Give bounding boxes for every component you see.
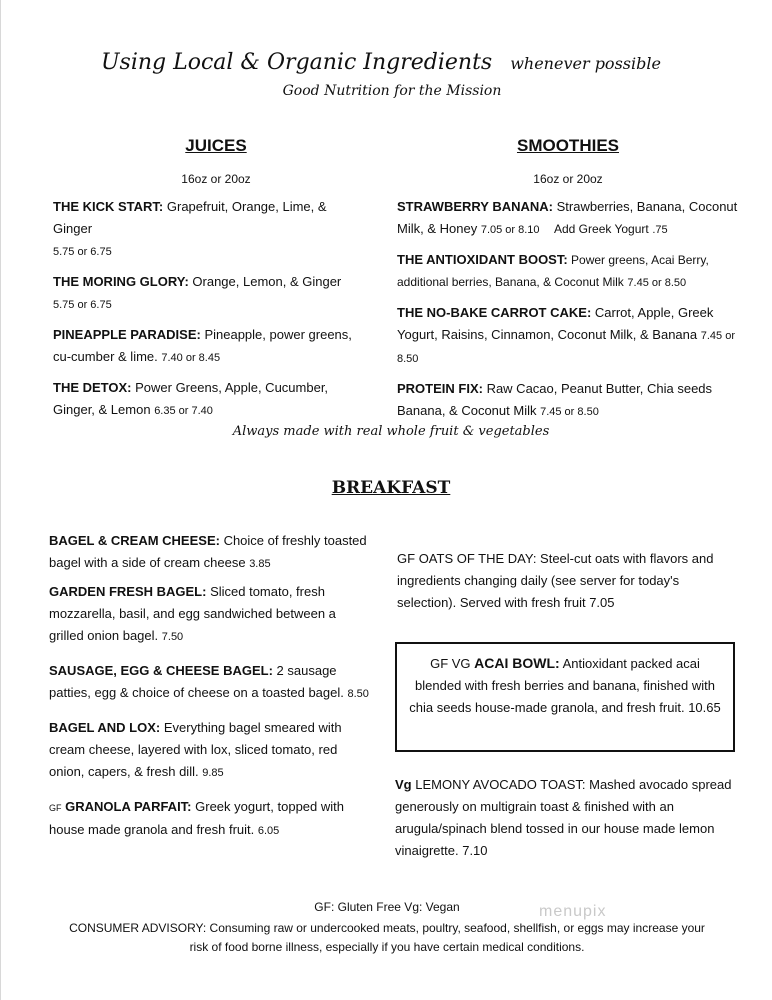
juice-item: THE DETOX: Power Greens, Apple, Cucumber, Ginger, & Lemon 6.35 or 7.40 bbox=[53, 380, 329, 417]
smoothie-item: THE NO-BAKE CARROT CAKE: Carrot, Apple, Greek Yogurt, Raisins, Cinnamon, Coconut Milk, & Banana 7.45 or 8.50 bbox=[397, 305, 735, 365]
acai-bowl-box: GF VG ACAI BOWL: Antioxidant packed acai blended with fresh berries and banana, finished with chia seeds house-made granola, and fresh fruit. 10.65 bbox=[395, 642, 735, 752]
tagline: Good Nutrition for the Mission bbox=[282, 83, 502, 99]
juices-list bbox=[53, 196, 368, 430]
breakfast-item: SAUSAGE, EGG & CHEESE BAGEL: 2 sausage patties, egg & choice of cheese on a toasted bagel. 8.50 bbox=[49, 663, 369, 700]
breakfast-item: GARDEN FRESH BAGEL: Sliced tomato, fresh mozzarella, basil, and egg sandwiched between a grilled onion bagel. 7.50 bbox=[49, 584, 336, 643]
gf-vg-tag: GF VG bbox=[430, 656, 471, 671]
breakfast-item: BAGEL AND LOX: Everything bagel smeared with cream cheese, layered with lox, sliced tomato, red onion, capers, & fresh dill. 9.85 bbox=[49, 720, 342, 779]
juice-item: THE MORING GLORY: Orange, Lemon, & Ginger 5.75 or 6.75 bbox=[53, 274, 342, 311]
juices-title: JUICES bbox=[185, 136, 247, 155]
juice-item: PINEAPPLE PARADISE: Pineapple, power greens, cu-cumber & lime. 7.40 or 8.45 bbox=[53, 327, 352, 364]
juice-item: THE KICK START: Grapefruit, Orange, Lime, & Ginger 5.75 or 6.75 bbox=[53, 199, 327, 258]
breakfast-item: GF GRANOLA PARFAIT: Greek yogurt, topped with house made granola and fresh fruit. 6.05 bbox=[49, 799, 344, 837]
smoothie-item: PROTEIN FIX: Raw Cacao, Peanut Butter, Chia seeds Banana, & Coconut Milk 7.45 or 8.50 bbox=[397, 381, 713, 418]
juices-sizes: 16oz or 20oz bbox=[181, 172, 251, 186]
headline bbox=[101, 50, 661, 75]
headline-suffix: whenever possible bbox=[510, 54, 661, 73]
smoothies-list bbox=[397, 196, 747, 431]
watermark: menupix bbox=[539, 903, 607, 920]
smoothies-sizes: 16oz or 20oz bbox=[533, 172, 603, 186]
smoothies-title: SMOOTHIES bbox=[516, 136, 619, 155]
vg-tag: Vg bbox=[395, 777, 412, 792]
gf-tag: GF bbox=[397, 551, 416, 566]
breakfast-left-list bbox=[49, 530, 374, 850]
smoothie-item: STRAWBERRY BANANA: Strawberries, Banana, Coconut Milk, & Honey 7.05 or 8.10 Add Greek Yogurt .75 bbox=[397, 199, 738, 236]
smoothie-item: THE ANTIOXIDANT BOOST: Power greens, Acai Berry, additional berries, Banana, & Coconut Milk 7.45 or 8.50 bbox=[397, 252, 709, 289]
breakfast-item: BAGEL & CREAM CHEESE: Choice of freshly toasted bagel with a side of cream cheese 3.85 bbox=[49, 533, 367, 570]
legend: GF: Gluten Free Vg: Vegan bbox=[314, 900, 460, 914]
gf-tag: GF bbox=[49, 803, 62, 813]
breakfast-title: BREAKFAST bbox=[331, 478, 451, 498]
headline-main: Using Local & Organic Ingredients bbox=[101, 50, 493, 75]
avocado-toast-item: Vg LEMONY AVOCADO TOAST: Mashed avocado spread generously on multigrain toast & finished with an arugula/spinach blend tossed in our house made lemon vinaigrette. 7.10 bbox=[395, 777, 732, 858]
oats-item: GF OATS OF THE DAY: Steel-cut oats with flavors and ingredients changing daily (see server for today's selection). Served with fresh fruit 7.05 bbox=[397, 551, 714, 610]
always-note: Always made with real whole fruit & vegetables bbox=[232, 424, 550, 439]
consumer-advisory: CONSUMER ADVISORY: Consuming raw or undercooked meats, poultry, seafood, shellfish, or eggs may increase your risk of food borne illness, especially if you have certain medical conditions. bbox=[69, 921, 705, 954]
